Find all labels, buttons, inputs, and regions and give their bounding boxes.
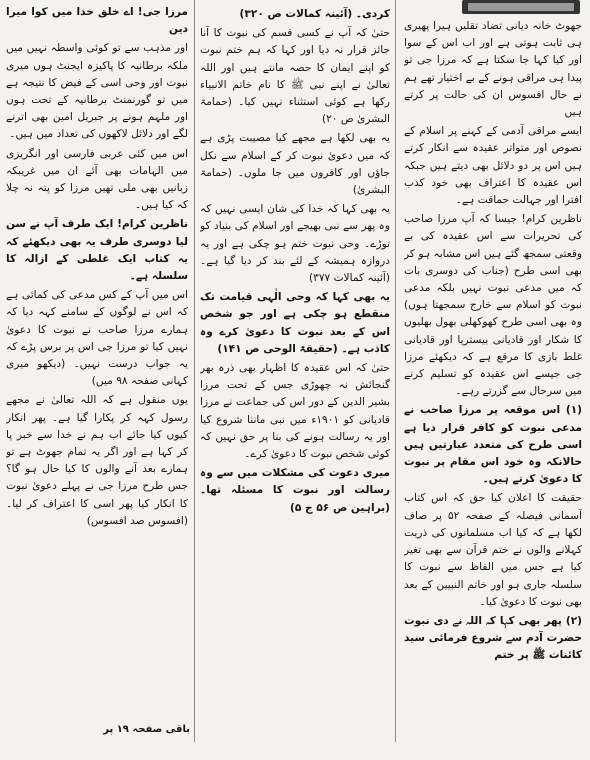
middle-column — [200, 6, 390, 748]
paragraph: (۱) اس موقعہ پر مرزا صاحب نے مدعی نبوت کو کافر قرار دیا ہے اسی طرح کی متعدد عبارتیں ہیں حالانکہ وہ خود اس مقام پر نبوت کا دعویٰ کرتے ہیں۔ — [404, 404, 582, 486]
paragraph: ایسے مراقی آدمی کے کہنے پر اسلام کے نصوص اور متواتر عقیدہ سے انکار کرتے ہیں اس پر دو دلائل بھی دیتے ہیں جبکہ اس عقیدہ کا اعتراف بھی خود کذب افترا اور جہالت حماقت ہے۔ — [404, 125, 582, 207]
paragraph: یہ بھی کہا کہ خدا کی شان ایسی نہیں کہ وہ پھر سے نبی بھیجے اور اسلام کی بنیاد کو توڑے۔ وحی نبوت ختم ہو چکی ہے اور یہ دروازہ ہمیشہ کے لئے بند کر دیا گیا ہے۔ (آئینہ کمالات ۳۷۷) — [200, 203, 390, 285]
paragraph: ناظرین کرام! جیسا کہ آپ مرزا صاحب کی تحریرات سے اس عقیدہ کی بے وقعتی سمجھ گئے ہیں اس مشابہ ہو کر بھی اسی طرح (جناب کی دوسری بات کہ میں مدعی نبوت نہیں بلکہ مدعی نبوت کو اسلام سے خارج سمجھتا ہوں) وہ بھی اسی طرح کھوکھلی بھول بھلیوں کا شکار اور قادیانی بیستریا اور قادیانی غلط بازی کا مرقع ہے کہ دیکھئے مرزا جی جیسے اس عقیدہ کو تسلیم کرنے میں سرحال سے گزرتے رہے۔ — [404, 213, 582, 398]
paragraph: حتیٰ کہ آپ نے کسی قسم کی نبوت کا آنا جائز قرار نہ دیا اور کہا کہ ہم ختم نبوت کو اپنے ایمان کا حصہ مانتے ہیں اور اللہ تعالیٰ نے اپنے نبی ﷺ کا نام خاتم الانبیاء رکھا ہے کوئی استثناء نہیں کیا۔ (حمامۃ البشریٰ ص ۲۰) — [200, 27, 390, 126]
paragraph: حتیٰ کہ اس عقیدہ کا اظہار بھی ذرہ بھر گنجائش نہ چھوڑی جس کے تحت مرزا بشیر الدین کے دور اس کی جماعت نے مرزا قادیانی کو ۱۹۰۱ء میں نبی ماننا شروع کیا اور یہ رسالت ہونے کی بنا پر حق نہیں کہ کوئی شخص نبوت کا دعویٰ کرے۔ — [200, 362, 390, 461]
paragraph: (۲) پھر بھی کہا کہ اللہ نے دی نبوت حضرت آدم سے شروع فرمائی سید کائنات ﷺ پر ختم — [404, 614, 582, 662]
paragraph: میری دعوت کی مشکلات میں سے وہ رسالت اور نبوت کا مسئلہ تھا۔ (براہین ص ۵۶ ج ۵) — [200, 467, 390, 514]
paragraph: یہ بھی لکھا ہے مجھے کیا مصیبت پڑی ہے کہ میں دعویٰ نبوت کر کے اسلام سے نکل جاؤں اور کافروں میں جا ملوں۔ (حمامۃ البشریٰ) — [200, 132, 390, 197]
right-column — [404, 18, 582, 760]
paragraph: جھوٹ خانہ دیانی تضاد تقلیں ہیرا پھیری ہی ثابت ہوتی ہے اور اب اس کے سوا اور کیا کہا جا سکتا ہے کہ مرزا جی تو پیدا ہی مراقی ہونے کے بے اختیار تھے ہم نے حال افسوس ان کی حالت پر کرتے ہیں — [404, 20, 582, 119]
paragraph: اور مذہب سے تو کوئی واسطہ نہیں میں ملکہ برطانیہ کا پاکیزہ ایجنٹ ہوں میری نبوت اور وحی اسی کے فیض کا نتیجہ ہے میں تو گورنمنٹ برطانیہ کے تحت ہوں اور ملہم ہونے پر جبریل امین بھی اترنے لگے اور دلائل لاکھوں کی تعداد میں ہیں۔ — [6, 42, 188, 141]
paragraph: اس میں آپ کے کس مدعی کی کمائی ہے کہ اس نے لوگوں کے سامنے کہہ دیا کہ ہمارے مرزا صاحب نے نبوت کا دعویٰ نہیں کیا تو مرزا جی اس پر برس پڑے کہ یہ جواب درست نہیں۔ (دیکھو میری کہانی صفحہ ۹۸ میں) — [6, 289, 188, 388]
paragraph: یوں منقول ہے کہ اللہ تعالیٰ نے مجھے رسول کہہ کر پکارا گیا ہے۔ پھر انکار کیوں کیا جائے اب ہم نے خدا سے خبر پا کر کہا ہے اور اگر یہ تمام جھوٹ ہے تو ہمارے بعد آنے والوں کا کیا حال ہو گا؟ جس طرح مرزا جی نے پہلے دعویٰ نبوت کا انکار کیا پھر اسی کا اعتراف کر لیا۔ (افسوس صد افسوس) — [6, 394, 188, 527]
paragraph: حقیقت کا اعلان کیا حق کہ اس کتاب آسمانی فیصلہ کے صفحہ ۵۲ پر صاف لکھا ہے کہ کیا اب مسلمانوں کی ذریت کہلانے والوں نے ختم قرآن سے بھی تغیر کیا ہے جس میں الفاظ سے نبوت کا سلسلہ جاری ہو اور خاتم النبیین کے بعد بھی نبوت کا دعویٰ کیا۔ — [404, 492, 582, 608]
continuation-note: باقی صفحہ ۱۹ پر — [103, 724, 190, 735]
header-ornament-bar — [462, 0, 580, 14]
paragraph: ناظرین کرام! ایک طرف آپ نے سن لیا دوسری طرف یہ بھی دیکھئے کہ یہ کتاب ایک غلطی کے ازالہ کا سلسلہ ہے۔ — [6, 218, 188, 283]
column-divider — [194, 0, 195, 742]
paragraph: اس میں کئی عربی فارسی اور انگریزی میں الہامات بھی آئے ان میں غریبکہ زبانیں بھی ملی تھیں مرزا کو پتہ نہ چلا کہ کیا ہیں۔ — [6, 147, 188, 212]
paragraph: یہ بھی کہا کہ وحی الٰہی قیامت تک منقطع ہو چکی ہے اور جو شخص اس کے بعد نبوت کا دعویٰ کرے وہ کاذب ہے۔ (حقیقۃ الوحی ص ۱۴۱) — [200, 291, 390, 355]
paragraph: مرزا جی! اے خلق خدا میں کوا میرا دین — [6, 6, 188, 36]
paragraph: کردی۔ (آئینہ کمالات ص ۳۲۰) — [239, 8, 390, 20]
left-column — [6, 4, 188, 746]
column-divider — [395, 0, 396, 742]
